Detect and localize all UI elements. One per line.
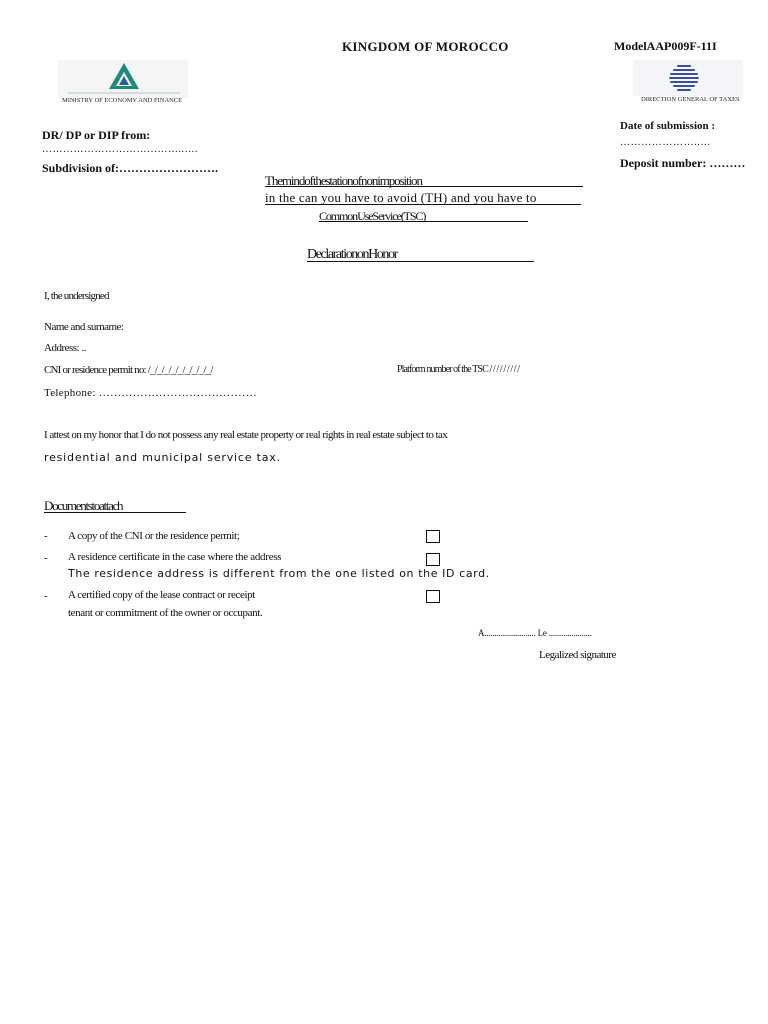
ministry-logo (58, 60, 188, 110)
title-line-2 (265, 189, 581, 205)
title-line-2-text: in the can you have to avoid (TH) and you have to (265, 190, 537, 205)
item-1-dash: - (44, 530, 48, 542)
item-3-checkbox[interactable] (426, 590, 440, 603)
title-line-1-text: Themindofthestationofnonimposition (265, 173, 422, 188)
date-of-submission-dots: …………………..… (620, 137, 711, 148)
item-3-line-1: A certified copy of the lease contract or receipt (68, 589, 255, 601)
title-line-1-underline (265, 186, 583, 187)
title-line-3-text: CommonUseService(TSC) (319, 209, 426, 223)
item-1-checkbox[interactable] (426, 530, 440, 543)
title-line-3 (319, 207, 528, 223)
item-2-line-1: A residence certificate in the case where the address (68, 551, 282, 563)
item-3-dash: - (44, 590, 48, 602)
dgi-logo (633, 60, 743, 108)
dr-dots: …………………………………..…. (42, 144, 198, 155)
title-line-2-underline (265, 204, 581, 205)
item-3-line-2: tenant or commitment of the owner or occupant. (68, 607, 263, 619)
title-line-1 (265, 172, 583, 188)
declaration-title-underline (307, 261, 534, 262)
legalized-signature-label: Legalized signature (539, 649, 616, 661)
address-field: Address: .. (44, 342, 86, 354)
undersigned-text: I, the undersigned (44, 290, 109, 302)
documents-heading-text: Documentstoattach (44, 498, 123, 513)
documents-heading-underline (44, 512, 186, 513)
place-date-field: A......................... Le ..................... (478, 628, 592, 638)
title-line-3-underline (319, 221, 528, 222)
item-2-dash: - (44, 552, 48, 564)
ministry-caption: MINISTRY OF ECONOMY AND FINANCE (62, 97, 183, 104)
cni-field: CNI or residence permit no: /_/_/_/_/_/_/_/_/_/ (44, 364, 213, 376)
name-surname-field: Name and surname: (44, 321, 124, 333)
item-2-line-2: The residence address is different from the one listed on the ID card. (68, 567, 490, 580)
declaration-title (307, 245, 534, 263)
item-1-line-1: A copy of the CNI or the residence permit; (68, 530, 240, 542)
declaration-title-text: DeclarationonHonor (307, 247, 397, 262)
telephone-field: Telephone: …………………………………… (44, 387, 257, 399)
subdivision-field: Subdivision of:……………………. (42, 161, 219, 175)
item-2-checkbox[interactable] (426, 553, 440, 566)
attest-line-2: residential and municipal service tax. (44, 451, 281, 464)
model-number: ModelAAP009F-11I (614, 39, 717, 53)
ministry-emblem-icon (58, 60, 188, 98)
attest-line-1: I attest on my honor that I do not possess any real estate property or real rights in real estate subject to tax (44, 429, 448, 441)
platform-number-field: Platform number of the TSC / / / / / / / / / (397, 364, 520, 375)
dgi-globe-icon (633, 60, 743, 96)
deposit-number: Deposit number: ……… (620, 156, 746, 170)
documents-heading (44, 497, 186, 514)
kingdom-title: KINGDOM OF MOROCCO (342, 39, 509, 54)
date-of-submission-label: Date of submission : (620, 120, 716, 132)
dr-label: DR/ DP or DIP from: (42, 128, 151, 142)
direction-caption: DIRECTION GENERAL OF TAXES (641, 96, 740, 103)
